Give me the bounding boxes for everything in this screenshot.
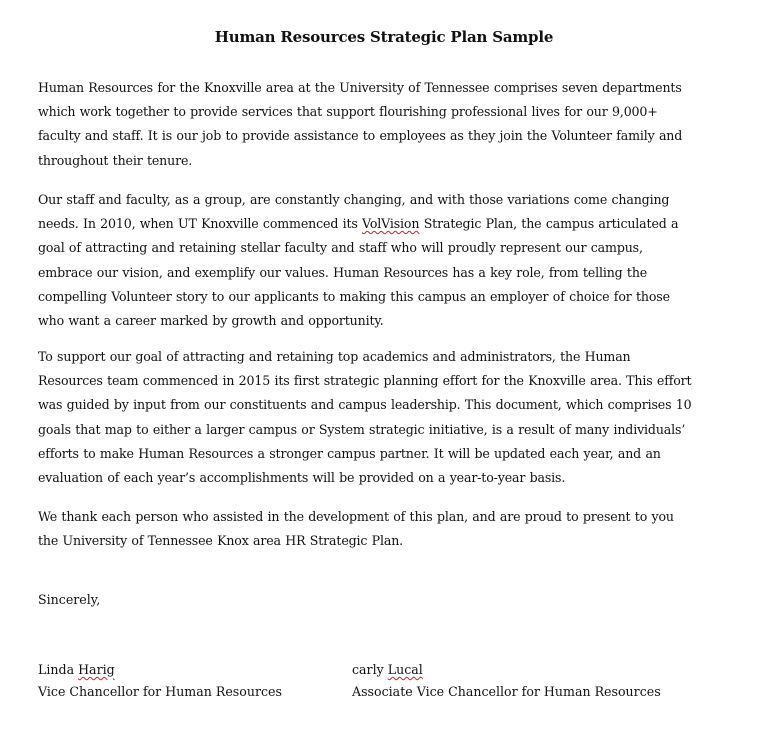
spellcheck-flagged-word[interactable]: Harig bbox=[78, 662, 115, 677]
text-segment: carly bbox=[352, 662, 388, 677]
text-line: the University of Tennessee Knox area HR Strategic Plan. bbox=[38, 533, 404, 549]
paragraph-intro bbox=[38, 76, 728, 173]
signature-block-left bbox=[38, 659, 282, 703]
text-line: who want a career marked by growth and opportunity. bbox=[38, 313, 384, 329]
signatory-name bbox=[352, 659, 661, 681]
text-line: compelling Volunteer story to our applicants to making this campus an employer of choice for those bbox=[38, 288, 670, 304]
text-line: was guided by input from our constituents and campus leadership. This document, which comprises 10 bbox=[38, 397, 692, 413]
signatory-title: Vice Chancellor for Human Resources bbox=[38, 684, 282, 699]
text-segment: Strategic Plan, the campus articulated a bbox=[419, 216, 679, 232]
text-line: embrace our vision, and exemplify our values. Human Resources has a key role, from telling the bbox=[38, 264, 648, 280]
text-line: We thank each person who assisted in the development of this plan, and are proud to present to you bbox=[38, 509, 674, 524]
closing-salutation: Sincerely, bbox=[38, 592, 101, 607]
text-line: efforts to make Human Resources a stronger campus partner. It will be updated each year, and an bbox=[38, 445, 661, 461]
text-line bbox=[38, 212, 728, 236]
spellcheck-flagged-word[interactable]: Lucal bbox=[387, 662, 423, 677]
paragraph-planning bbox=[38, 345, 728, 490]
paragraph-thanks bbox=[38, 505, 728, 553]
document-title: Human Resources Strategic Plan Sample bbox=[214, 28, 554, 46]
text-line: goal of attracting and retaining stellar faculty and staff who will proudly represent our campus, bbox=[38, 240, 643, 256]
text-line: faculty and staff. It is our job to provide assistance to employees as they join the Volunteer family and bbox=[38, 128, 683, 144]
text-line: throughout their tenure. bbox=[38, 152, 193, 168]
text-line: Our staff and faculty, as a group, are constantly changing, and with those variations come changing bbox=[38, 192, 670, 207]
text-line: goals that map to either a larger campus or System strategic initiative, is a result of many individuals’ bbox=[38, 421, 686, 437]
paragraph-vision bbox=[38, 188, 728, 333]
signature-block-right bbox=[352, 659, 661, 703]
signatory-title: Associate Vice Chancellor for Human Resources bbox=[352, 684, 661, 699]
text-segment: Linda bbox=[38, 662, 79, 677]
text-line: evaluation of each year’s accomplishments will be provided on a year-to-year basis. bbox=[38, 470, 566, 486]
text-line: Resources team commenced in 2015 its first strategic planning effort for the Knoxville area. This effort bbox=[38, 373, 692, 389]
text-line: which work together to provide services that support flourishing professional lives for our 9,000+ bbox=[38, 104, 658, 120]
spellcheck-flagged-word[interactable]: VolVision bbox=[362, 216, 420, 232]
text-segment: needs. In 2010, when UT Knoxville commenced its bbox=[38, 216, 363, 232]
signatory-name bbox=[38, 659, 282, 681]
text-line: Human Resources for the Knoxville area at the University of Tennessee comprises seven departments bbox=[38, 80, 682, 95]
text-line: To support our goal of attracting and retaining top academics and administrators, the Human bbox=[38, 349, 631, 364]
